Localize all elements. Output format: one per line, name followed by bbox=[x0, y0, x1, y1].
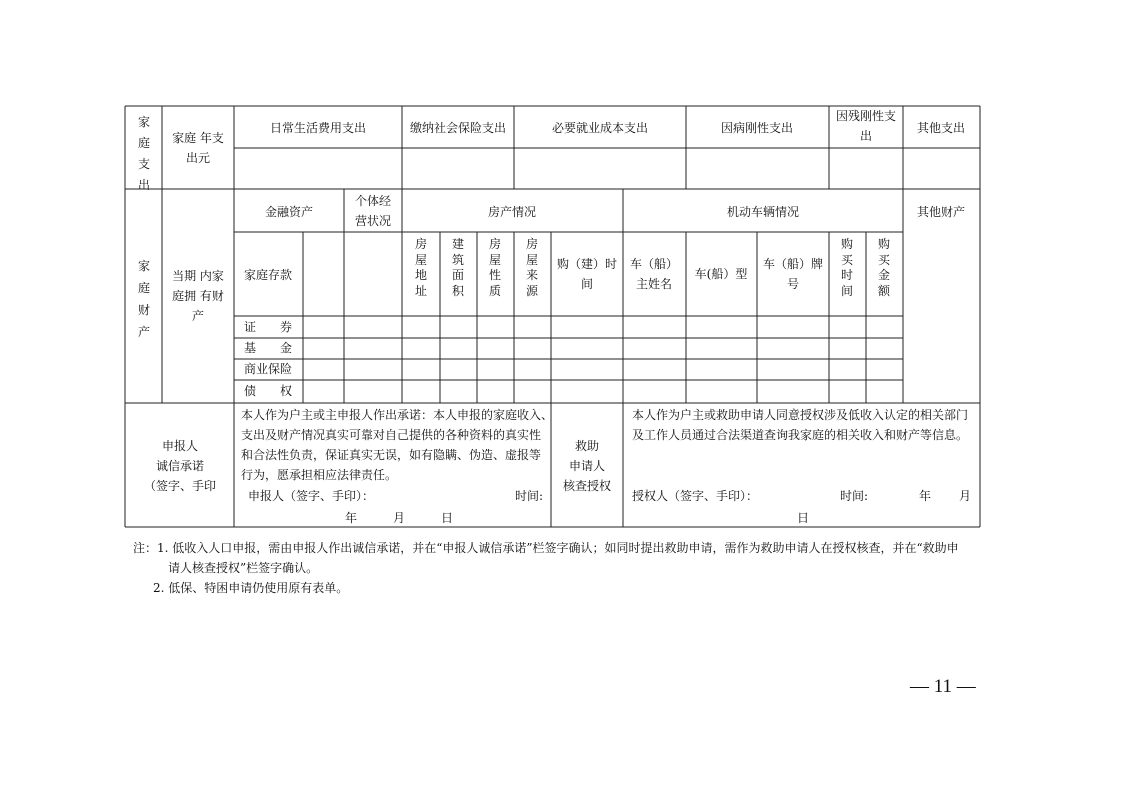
note-line-2: 请人核查授权”栏签字确认。 bbox=[168, 561, 319, 575]
current-property-label: 当期 内家 庭拥 有财 产 bbox=[172, 269, 224, 323]
expense-col-illness: 因病刚性支出 bbox=[720, 121, 794, 135]
savings-label: 家庭存款 bbox=[243, 268, 293, 282]
house-address-label: 房 屋 地 址 bbox=[414, 237, 428, 298]
note-line-3: 2. 低保、特困申请仍使用原有表单。 bbox=[153, 581, 349, 595]
business-status-header: 个体经 营状况 bbox=[354, 194, 392, 228]
house-nature-label: 房 屋 性 质 bbox=[488, 237, 502, 298]
housing-header: 房产情况 bbox=[487, 205, 537, 219]
house-area-label: 建 筑 面 积 bbox=[451, 237, 465, 298]
vehicle-model-label: 车(船）型 bbox=[694, 267, 748, 281]
house-source-label: 房 屋 来 源 bbox=[525, 237, 539, 298]
purchase-amount-label: 购 买 金 额 bbox=[877, 237, 891, 298]
pledge-date-label: 年 月 日 bbox=[345, 511, 454, 525]
note-line-1: 注：1. 低收入人口申报，需由申报人作出诚信承诺，并在“申报人诚信承诺”栏签字确认；如同时提出救助申请，需作为救助申请人在授权核查，并在“救助申 bbox=[133, 541, 959, 555]
plate-number-label: 车（船）牌 号 bbox=[762, 257, 824, 291]
authorization-month-label: 月 bbox=[959, 489, 972, 503]
pledge-label: 申报人 诚信承诺 （签字、手印 bbox=[143, 439, 217, 493]
page-number: — 11 — bbox=[910, 676, 976, 697]
expense-col-other: 其他支出 bbox=[916, 121, 966, 135]
purchase-time-label: 购 买 时 间 bbox=[840, 237, 854, 298]
authorization-day-label: 日 bbox=[797, 511, 810, 525]
authorization-time-label: 时间: bbox=[840, 489, 869, 503]
pledge-text: 本人作为户主或主申报人作出承诺：本人申报的家庭收入、 支出及财产情况真实可靠对自己提供的各种资料的真实性 和合法性负责，保证真实无误，如有隐瞒、伪造、虚报等 行为，愿承担相应法律责任。 bbox=[241, 408, 554, 482]
expense-col-daily: 日常生活费用支出 bbox=[269, 121, 367, 135]
asset-row-claims: 债 权 bbox=[243, 384, 293, 398]
authorization-label: 救助 申请人 核查授权 bbox=[562, 439, 612, 493]
owner-name-label: 车（船） 主姓名 bbox=[629, 257, 679, 291]
build-time-label: 购（建）时 间 bbox=[556, 257, 618, 291]
expense-col-employment: 必要就业成本支出 bbox=[551, 121, 649, 135]
asset-row-funds: 基 金 bbox=[243, 341, 293, 355]
expense-col-disability: 因残刚性支 出 bbox=[835, 109, 897, 143]
pledge-time-label: 时间: bbox=[515, 489, 544, 503]
vehicles-header: 机动车辆情况 bbox=[726, 205, 800, 219]
annual-expense-label: 家庭 年支 出元 bbox=[172, 131, 224, 165]
pledge-signer-label: 申报人（签字、手印）： bbox=[248, 489, 375, 503]
asset-row-securities: 证 券 bbox=[243, 320, 293, 334]
expense-col-social-insurance: 缴纳社会保险支出 bbox=[409, 121, 507, 135]
other-property-header: 其他财产 bbox=[916, 205, 966, 219]
financial-assets-header: 金融资产 bbox=[264, 205, 314, 219]
property-section-label: 家 庭 财 产 bbox=[137, 259, 151, 339]
authorization-year-label: 年 bbox=[919, 489, 932, 503]
authorization-text: 本人作为户主或救助申请人同意授权涉及低收入认定的相关部门 及工作人员通过合法渠道查询我家庭的相关收入和财产等信息。 bbox=[632, 408, 969, 442]
asset-row-insurance: 商业保险 bbox=[243, 362, 293, 376]
expense-section-label: 家 庭 支 出 bbox=[137, 115, 151, 192]
authorization-signer-label: 授权人（签字、手印）： bbox=[632, 489, 759, 503]
